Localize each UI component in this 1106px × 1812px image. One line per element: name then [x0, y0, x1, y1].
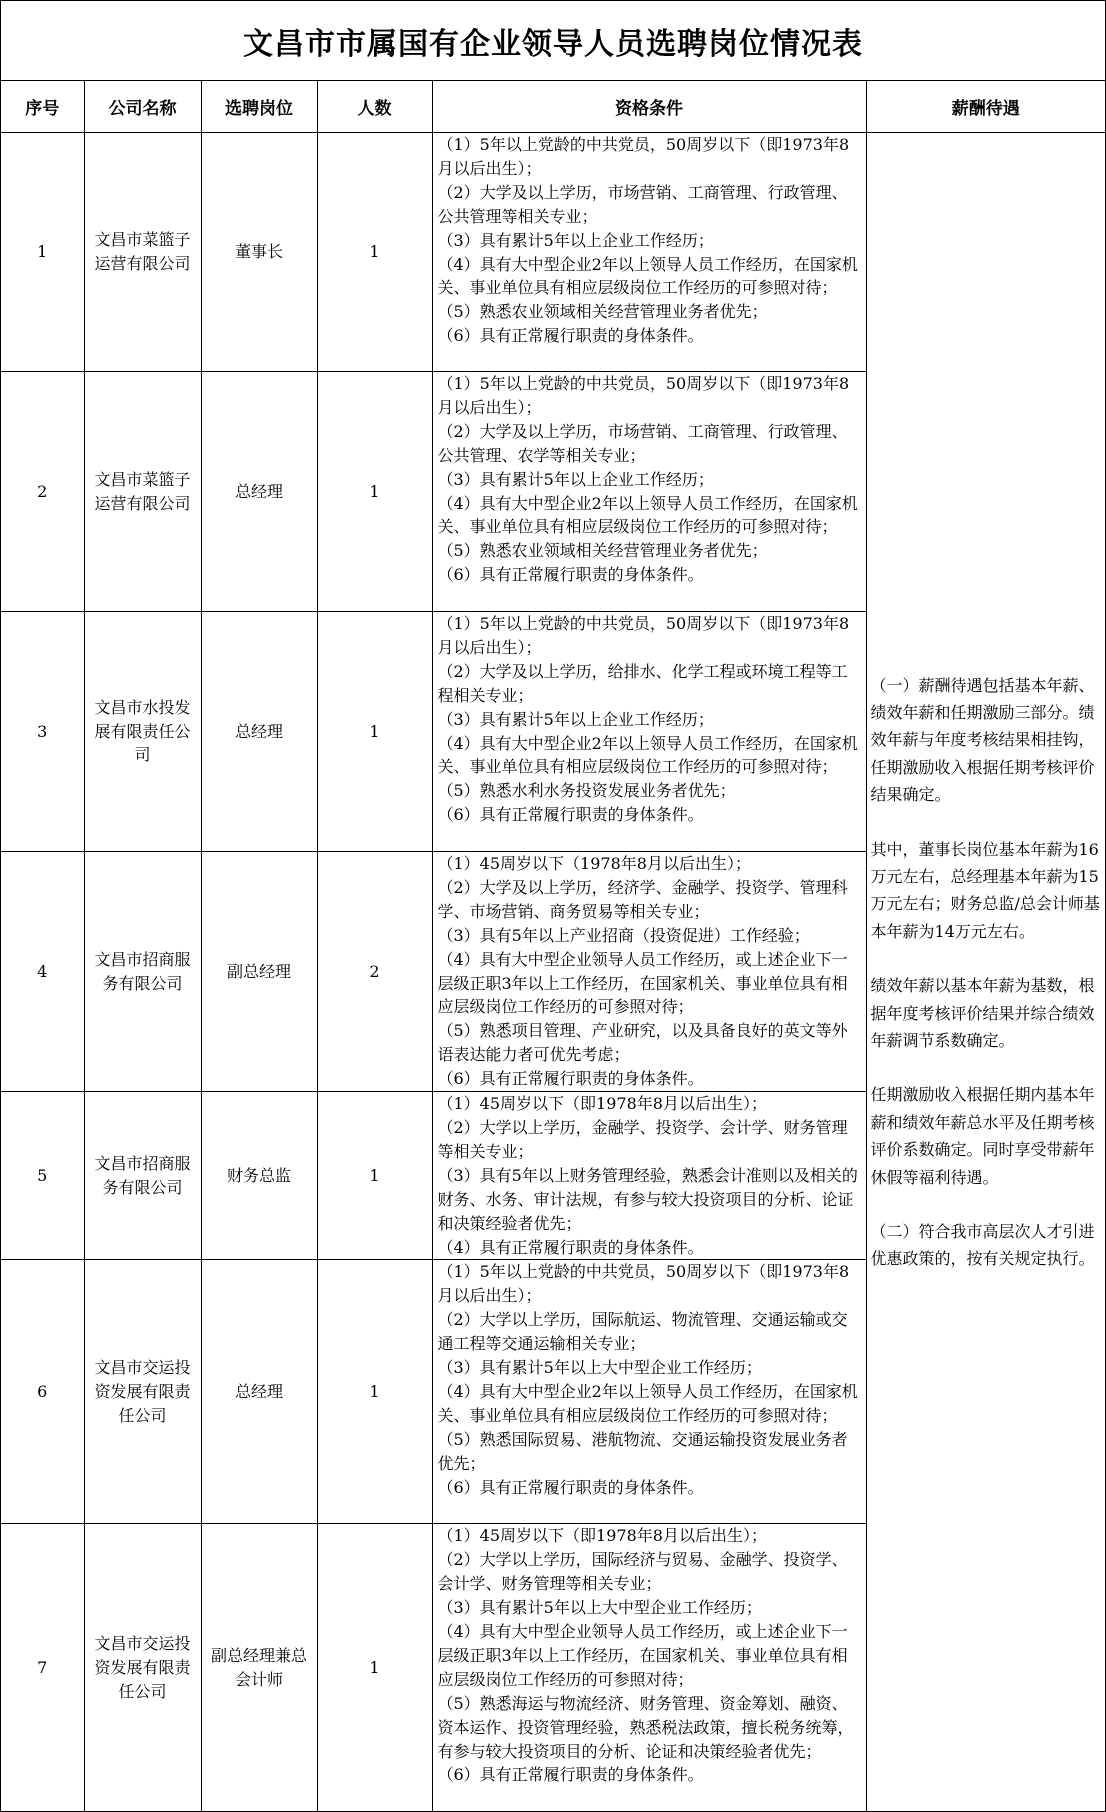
- row-requirements: [432, 1092, 866, 1260]
- requirement-item: （4）具有大中型企业2年以上领导人员工作经历，在国家机关、事业单位具有相应层级岗位工作经历的可参照对待；: [437, 254, 858, 298]
- requirement-item: （2）大学及以上学历，市场营销、工商管理、行政管理、公共管理、农学等相关专业；: [437, 421, 848, 465]
- requirement-item: （2）大学及以上学历，给排水、化学工程或环境工程等工程相关专业；: [437, 661, 848, 705]
- header-requirements: 资格条件: [432, 81, 866, 133]
- requirement-item: （3）具有5年以上产业招商（投资促进）工作经验；: [437, 925, 810, 945]
- requirement-item: （4）具有大中型企业领导人员工作经历，或上述企业下一层级正职3年以上工作经历，在国家机关、事业单位具有相应层级岗位工作经历的可参照对待；: [437, 1622, 848, 1689]
- row-requirements: [432, 372, 866, 612]
- header-count: 人数: [317, 81, 432, 133]
- header-index: 序号: [1, 81, 84, 133]
- header-salary: 薪酬待遇: [866, 81, 1105, 133]
- requirement-item: （1）5年以上党龄的中共党员，50周岁以下（即1973年8月以后出生）；: [437, 614, 850, 657]
- requirement-item: （3）具有累计5年以上大中型企业工作经历；: [437, 1598, 762, 1618]
- row-count: 1: [317, 133, 432, 372]
- row-index: 3: [1, 612, 84, 852]
- requirement-item: （4）具有大中型企业2年以上领导人员工作经历，在国家机关、事业单位具有相应层级岗位工作经历的可参照对待；: [437, 733, 858, 777]
- row-index: 1: [1, 133, 84, 372]
- requirement-item: （1）5年以上党龄的中共党员，50周岁以下（即1973年8月以后出生）；: [437, 374, 850, 417]
- requirement-item: （6）具有正常履行职责的身体条件。: [437, 1477, 704, 1497]
- row-count: 1: [317, 1260, 432, 1524]
- row-position: 财务总监: [201, 1092, 317, 1260]
- requirement-item: （6）具有正常履行职责的身体条件。: [437, 1069, 704, 1089]
- row-company: 文昌市菜篮子运营有限公司: [84, 372, 201, 612]
- requirement-item: （6）具有正常履行职责的身体条件。: [437, 326, 704, 346]
- row-count: 1: [317, 1092, 432, 1260]
- row-position: 总经理: [201, 1260, 317, 1524]
- row-position: 副总经理兼总会计师: [201, 1524, 317, 1812]
- row-company: 文昌市招商服务有限公司: [84, 852, 201, 1092]
- row-requirements: [432, 852, 866, 1092]
- row-company: 文昌市水投发展有限责任公司: [84, 612, 201, 852]
- requirement-item: （2）大学以上学历，金融学、投资学、会计学、财务管理等相关专业；: [437, 1117, 848, 1161]
- row-requirements: [432, 1524, 866, 1812]
- row-position: 董事长: [201, 133, 317, 372]
- requirement-item: （3）具有累计5年以上企业工作经历；: [437, 709, 714, 729]
- header-row: [1, 81, 1105, 133]
- row-index: 5: [1, 1092, 84, 1260]
- row-requirements: [432, 1260, 866, 1524]
- row-index: 4: [1, 852, 84, 1092]
- row-position: 总经理: [201, 372, 317, 612]
- salary-paragraph: 绩效年薪以基本年薪为基数，根据年度考核评价结果并综合绩效年薪调节系数确定。: [870, 976, 1095, 1051]
- requirement-item: （4）具有大中型企业2年以上领导人员工作经历，在国家机关、事业单位具有相应层级岗位工作经历的可参照对待；: [437, 1381, 858, 1425]
- requirement-item: （5）熟悉国际贸易、港航物流、交通运输投资发展业务者优先；: [437, 1429, 848, 1473]
- table-title: 文昌市市属国有企业领导人员选聘岗位情况表: [1, 1, 1105, 81]
- requirement-item: （2）大学及以上学历，市场营销、工商管理、行政管理、公共管理等相关专业；: [437, 182, 848, 226]
- row-company: 文昌市交运投资发展有限责任公司: [84, 1524, 201, 1812]
- requirement-item: （3）具有累计5年以上企业工作经历；: [437, 469, 714, 489]
- requirement-item: （3）具有累计5年以上大中型企业工作经历；: [437, 1358, 762, 1378]
- requirement-item: （2）大学及以上学历，经济学、金融学、投资学、管理科学、市场营销、商务贸易等相关专业；: [437, 877, 848, 921]
- requirement-item: （4）具有大中型企业领导人员工作经历，或上述企业下一层级正职3年以上工作经历，在国家机关、事业单位具有相应层级岗位工作经历的可参照对待；: [437, 949, 848, 1017]
- salary-paragraph: （一）薪酬待遇包括基本年薪、绩效年薪和任期激励三部分。绩效年薪与年度考核结果相挂钩，任期激励收入根据任期考核评价结果确定。: [870, 675, 1095, 805]
- header-company: 公司名称: [84, 81, 201, 133]
- salary-paragraph: 任期激励收入根据任期内基本年薪和绩效年薪总水平及任期考核评价系数确定。同时享受带薪年休假等福利待遇。: [870, 1085, 1095, 1187]
- requirement-item: （6）具有正常履行职责的身体条件。: [437, 805, 704, 825]
- row-count: 1: [317, 1524, 432, 1812]
- salary-paragraph: （二）符合我市高层次人才引进优惠政策的，按有关规定执行。: [870, 1222, 1095, 1269]
- requirement-item: （5）熟悉农业领域相关经营管理业务者优先；: [437, 541, 768, 561]
- requirement-item: （5）熟悉农业领域相关经营管理业务者优先；: [437, 302, 768, 322]
- requirement-item: （2）大学以上学历，国际经济与贸易、金融学、投资学、会计学、财务管理等相关专业；: [437, 1550, 848, 1594]
- requirement-item: （2）大学以上学历，国际航运、物流管理、交通运输或交通工程等交通运输相关专业；: [437, 1310, 848, 1354]
- row-index: 7: [1, 1524, 84, 1812]
- row-position: 副总经理: [201, 852, 317, 1092]
- requirement-item: （4）具有大中型企业2年以上领导人员工作经历，在国家机关、事业单位具有相应层级岗位工作经历的可参照对待；: [437, 493, 858, 537]
- requirement-item: （1）45周岁以下（即1978年8月以后出生）；: [437, 1526, 767, 1546]
- salary-cell: [866, 133, 1105, 1812]
- table-row: [1, 133, 1105, 372]
- row-index: 6: [1, 1260, 84, 1524]
- requirement-item: （5）熟悉水利水务投资发展业务者优先；: [437, 781, 736, 801]
- row-count: 2: [317, 852, 432, 1092]
- positions-table: [1, 81, 1105, 1812]
- requirement-item: （6）具有正常履行职责的身体条件。: [437, 1765, 704, 1785]
- header-position: 选聘岗位: [201, 81, 317, 133]
- row-requirements: [432, 612, 866, 852]
- row-company: 文昌市菜篮子运营有限公司: [84, 133, 201, 372]
- row-position: 总经理: [201, 612, 317, 852]
- requirement-item: （4）具有正常履行职责的身体条件。: [437, 1237, 704, 1257]
- row-count: 1: [317, 612, 432, 852]
- requirement-item: （3）具有累计5年以上企业工作经历；: [437, 230, 714, 250]
- row-company: 文昌市招商服务有限公司: [84, 1092, 201, 1260]
- requirement-item: （6）具有正常履行职责的身体条件。: [437, 565, 704, 585]
- row-count: 1: [317, 372, 432, 612]
- requirement-item: （5）熟悉项目管理、产业研究，以及具备良好的英文等外语表达能力者可优先考虑；: [437, 1021, 848, 1065]
- requirement-item: （5）熟悉海运与物流经济、财务管理、资金筹划、融资、资本运作、投资管理经验，熟悉税法政策，擅长税务统筹，有参与较大投资项目的分析、论证和决策经验者优先；: [437, 1693, 854, 1761]
- row-company: 文昌市交运投资发展有限责任公司: [84, 1260, 201, 1524]
- requirement-item: （1）45周岁以下（即1978年8月以后出生）；: [437, 1094, 767, 1114]
- requirement-item: （1）45周岁以下（1978年8月以后出生）；: [437, 854, 751, 873]
- requirement-item: （3）具有5年以上财务管理经验，熟悉会计准则以及相关的财务、水务、审计法规，有参与较大投资项目的分析、论证和决策经验者优先；: [437, 1165, 858, 1233]
- requirement-item: （1）5年以上党龄的中共党员，50周岁以下（即1973年8月以后出生）；: [437, 1262, 850, 1306]
- salary-paragraph: 其中，董事长岗位基本年薪为16万元左右，总经理基本年薪为15万元左右；财务总监/总会计师基本年薪为14万元左右。: [870, 839, 1100, 941]
- row-index: 2: [1, 372, 84, 612]
- row-requirements: [432, 133, 866, 372]
- requirement-item: （1）5年以上党龄的中共党员，50周岁以下（即1973年8月以后出生）；: [437, 135, 850, 178]
